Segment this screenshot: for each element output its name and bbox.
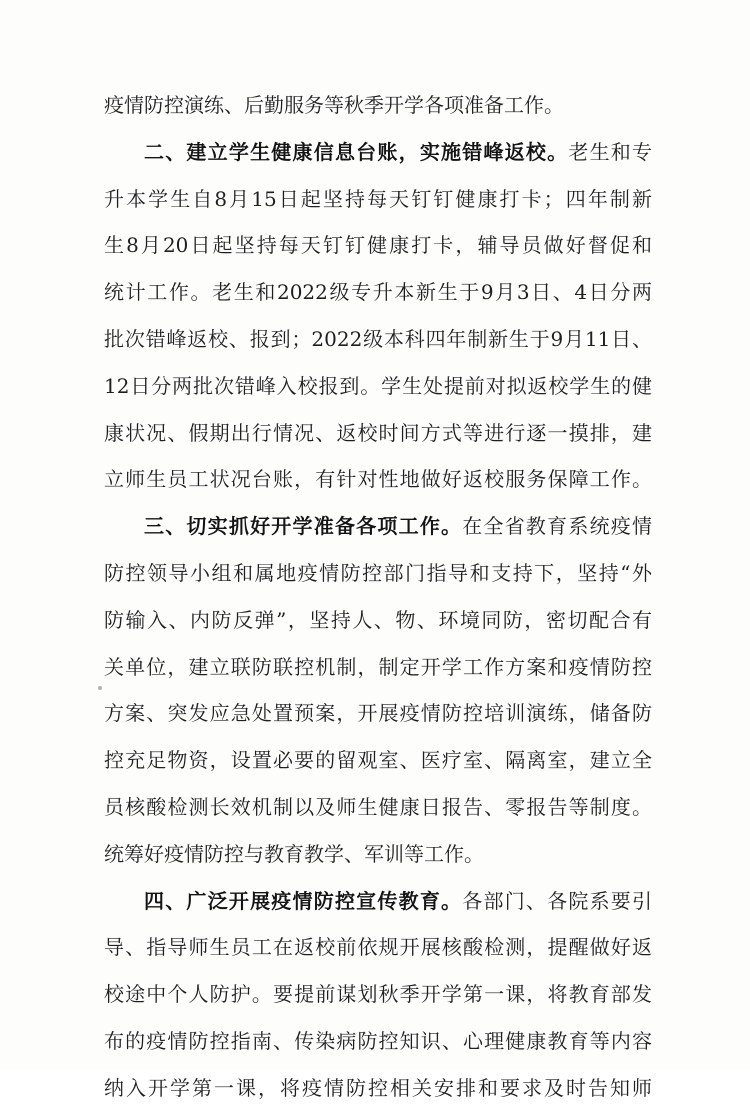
line-text: 防控领导小组和属地疫情防控部门指导和支持下，坚持“外 xyxy=(104,560,652,585)
text-line xyxy=(104,456,652,503)
line-text: 生8月20日起坚持每天钉钉健康打卡，辅导员做好督促和 xyxy=(104,233,652,258)
line-text: 升本学生自8月15日起坚持每天钉钉健康打卡；四年制新 xyxy=(104,186,652,211)
section-heading-line xyxy=(104,878,652,925)
text-line xyxy=(104,176,652,223)
line-text: 批次错峰返校、报到；2022级本科四年制新生于9月11日、 xyxy=(104,326,652,351)
scan-speck xyxy=(98,686,102,690)
text-line xyxy=(104,690,652,737)
text-line xyxy=(104,784,652,831)
text-line xyxy=(104,831,652,878)
line-text: 员核酸检测长效机制以及师生健康日报告、零报告等制度。 xyxy=(104,794,652,819)
text-line xyxy=(104,1018,652,1065)
line-text: 防输入、内防反弹”，坚持人、物、环境同防，密切配合有 xyxy=(104,607,652,632)
text-line xyxy=(104,550,652,597)
section-heading: 二、建立学生健康信息台账，实施错峰返校。 xyxy=(144,139,569,164)
line-text: 疫情防控演练、后勤服务等秋季开学各项准备工作。 xyxy=(104,93,564,117)
text-line xyxy=(104,1065,652,1112)
line-text: 方案、突发应急处置预案，开展疫情防控培训演练，储备防 xyxy=(104,701,652,726)
section-heading: 三、切实抓好开学准备各项工作。 xyxy=(144,514,463,539)
text-line xyxy=(104,737,652,784)
section-heading-line xyxy=(104,129,652,176)
line-text: 控充足物资，设置必要的留观室、医疗室、隔离室，建立全 xyxy=(104,748,652,773)
section-heading: 四、广泛开展疫情防控宣传教育。 xyxy=(144,888,463,913)
text-line xyxy=(104,644,652,691)
line-text: 各部门、各院系要引 xyxy=(462,888,653,913)
text-line xyxy=(104,316,652,363)
text-line xyxy=(104,597,652,644)
line-text: 统计工作。老生和2022级专升本新生于9月3日、4日分两 xyxy=(104,280,652,305)
text-line xyxy=(104,971,652,1018)
line-text: 导、指导师生员工在返校前依规开展核酸检测，提醒做好返 xyxy=(104,935,652,960)
text-line xyxy=(104,410,652,457)
line-text: 康状况、假期出行情况、返校时间方式等进行逐一摸排，建 xyxy=(104,420,652,445)
line-text: 在全省教育系统疫情 xyxy=(462,514,653,539)
line-text: 纳入开学第一课，将疫情防控相关安排和要求及时告知师 xyxy=(104,1075,652,1100)
line-text: 老生和专 xyxy=(568,139,653,164)
text-line xyxy=(104,269,652,316)
line-text: 关单位，建立联防联控机制，制定开学工作方案和疫情防控 xyxy=(104,654,652,679)
text-line xyxy=(104,924,652,971)
document-body xyxy=(104,82,652,1112)
line-text: 12日分两批次错峰入校报到。学生处提前对拟返校学生的健 xyxy=(104,373,652,398)
section-heading-line xyxy=(104,503,652,550)
line-text: 校途中个人防护。要提前谋划秋季开学第一课，将教育部发 xyxy=(104,982,652,1007)
text-line xyxy=(104,363,652,410)
line-text: 立师生员工状况台账，有针对性地做好返校服务保障工作。 xyxy=(104,467,652,492)
text-line xyxy=(104,82,652,129)
text-line xyxy=(104,222,652,269)
line-text: 布的疫情防控指南、传染病防控知识、心理健康教育等内容 xyxy=(104,1028,652,1053)
line-text: 统筹好疫情防控与教育教学、军训等工作。 xyxy=(104,841,484,866)
